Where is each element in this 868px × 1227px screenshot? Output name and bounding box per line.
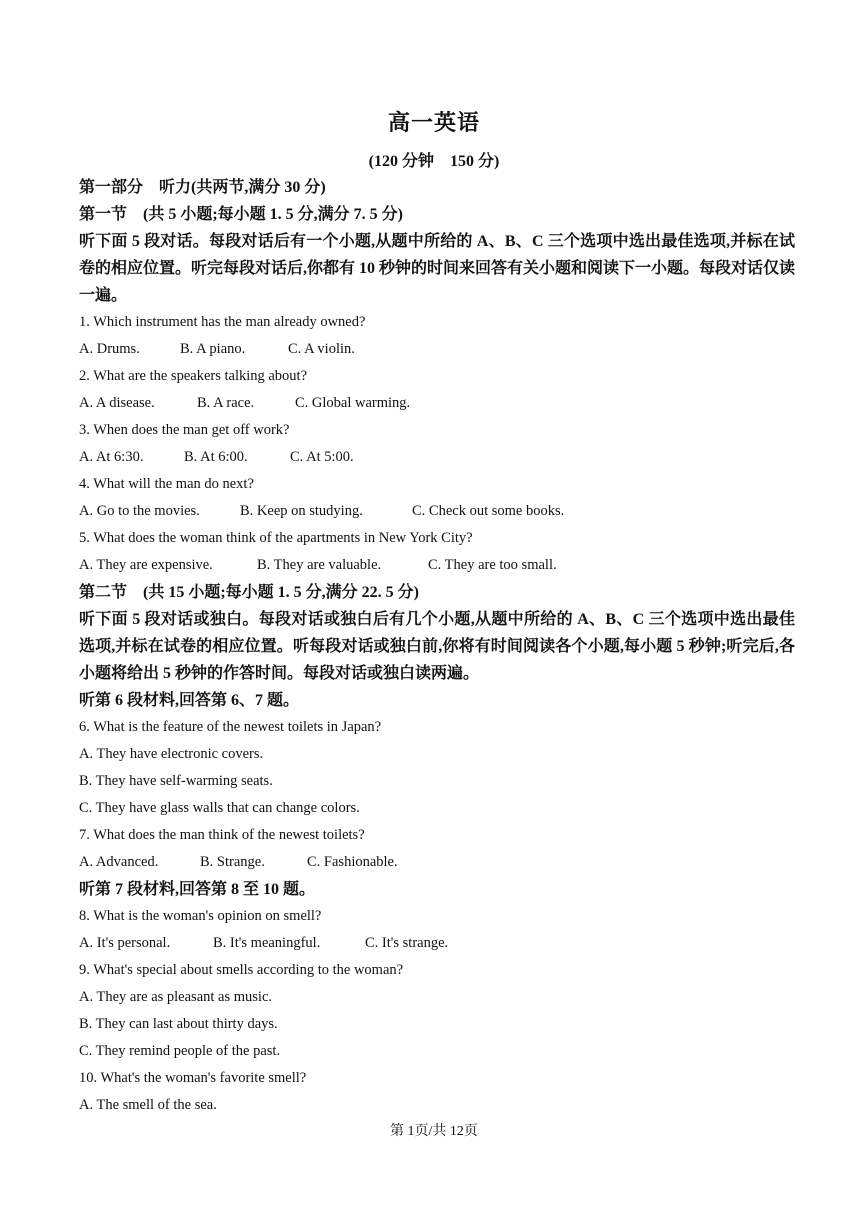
question-6-option-c: C. They have glass walls that can change colors.	[79, 800, 360, 816]
question-9: 9. What's special about smells according to the woman?	[79, 962, 404, 978]
option: B. A race.	[197, 395, 255, 411]
question-7: 7. What does the man think of the newest toilets?	[79, 827, 365, 843]
option: C. Global warming.	[295, 395, 411, 411]
question-3: 3. When does the man get off work?	[79, 422, 290, 438]
question-5-options	[79, 552, 795, 579]
question-4-options	[79, 498, 795, 525]
option: A. A disease.	[79, 395, 155, 411]
question-5: 5. What does the woman think of the apartments in New York City?	[79, 530, 473, 546]
question-3-options	[79, 444, 795, 471]
section1-heading: 第一节 (共 5 小题;每小题 1. 5 分,满分 7. 5 分)	[79, 206, 403, 223]
section2-instructions: 听下面 5 段对话或独白。每段对话或独白后有几个小题,从题中所给的 A、B、C 三个选项中选出最佳选项,并标在试卷的相应位置。听每段对话或独白前,你将有时间阅读各个小题,每小题 5 秒钟;听完后,各小题将给出 5 秒钟的作答时间。每段对话或独白读两遍。	[79, 611, 795, 682]
question-2-options	[79, 390, 795, 417]
material-7-heading: 听第 7 段材料,回答第 8 至 10 题。	[79, 881, 316, 898]
option: B. Strange.	[200, 854, 265, 870]
page-title: 高一英语	[387, 110, 480, 135]
option: A. Advanced.	[79, 854, 159, 870]
option: C. A violin.	[288, 341, 355, 357]
option: A. At 6:30.	[79, 449, 144, 465]
section2-heading: 第二节 (共 15 小题;每小题 1. 5 分,满分 22. 5 分)	[79, 584, 419, 601]
question-10: 10. What's the woman's favorite smell?	[79, 1070, 307, 1086]
option: B. They are valuable.	[257, 557, 382, 573]
part1-heading: 第一部分 听力(共两节,满分 30 分)	[79, 179, 326, 196]
material-6-heading: 听第 6 段材料,回答第 6、7 题。	[79, 692, 300, 709]
page-number: 第 1页/共 12页	[390, 1124, 478, 1139]
option: A. They are expensive.	[79, 557, 213, 573]
option: B. A piano.	[180, 341, 246, 357]
question-9-option-a: A. They are as pleasant as music.	[79, 989, 273, 1005]
question-9-option-c: C. They remind people of the past.	[79, 1043, 281, 1059]
option: A. Drums.	[79, 341, 140, 357]
question-8-options	[79, 930, 795, 957]
question-4: 4. What will the man do next?	[79, 476, 254, 492]
question-6-option-a: A. They have electronic covers.	[79, 746, 264, 762]
question-9-option-b: B. They can last about thirty days.	[79, 1016, 278, 1032]
option: C. Fashionable.	[307, 854, 398, 870]
option: B. Keep on studying.	[240, 503, 363, 519]
option: A. It's personal.	[79, 935, 171, 951]
question-1: 1. Which instrument has the man already owned?	[79, 314, 366, 330]
question-8: 8. What is the woman's opinion on smell?	[79, 908, 322, 924]
option: C. They are too small.	[428, 557, 557, 573]
exam-content	[79, 174, 795, 1119]
question-10-option-a: A. The smell of the sea.	[79, 1097, 217, 1113]
option: B. It's meaningful.	[213, 935, 321, 951]
option: C. Check out some books.	[412, 503, 565, 519]
question-2: 2. What are the speakers talking about?	[79, 368, 308, 384]
exam-duration-score: (120 分钟 150 分)	[368, 153, 500, 170]
option: C. At 5:00.	[290, 449, 354, 465]
question-7-options	[79, 849, 795, 876]
section1-instructions: 听下面 5 段对话。每段对话后有一个小题,从题中所给的 A、B、C 三个选项中选出最佳选项,并标在试卷的相应位置。听完每段对话后,你都有 10 秒钟的时间来回答有关小题和阅读下一小题。每段对话仅读一遍。	[79, 233, 796, 304]
option: B. At 6:00.	[184, 449, 248, 465]
option: C. It's strange.	[365, 935, 449, 951]
question-6-option-b: B. They have self-warming seats.	[79, 773, 273, 789]
question-6: 6. What is the feature of the newest toilets in Japan?	[79, 719, 382, 735]
option: A. Go to the movies.	[79, 503, 200, 519]
question-1-options	[79, 336, 795, 363]
